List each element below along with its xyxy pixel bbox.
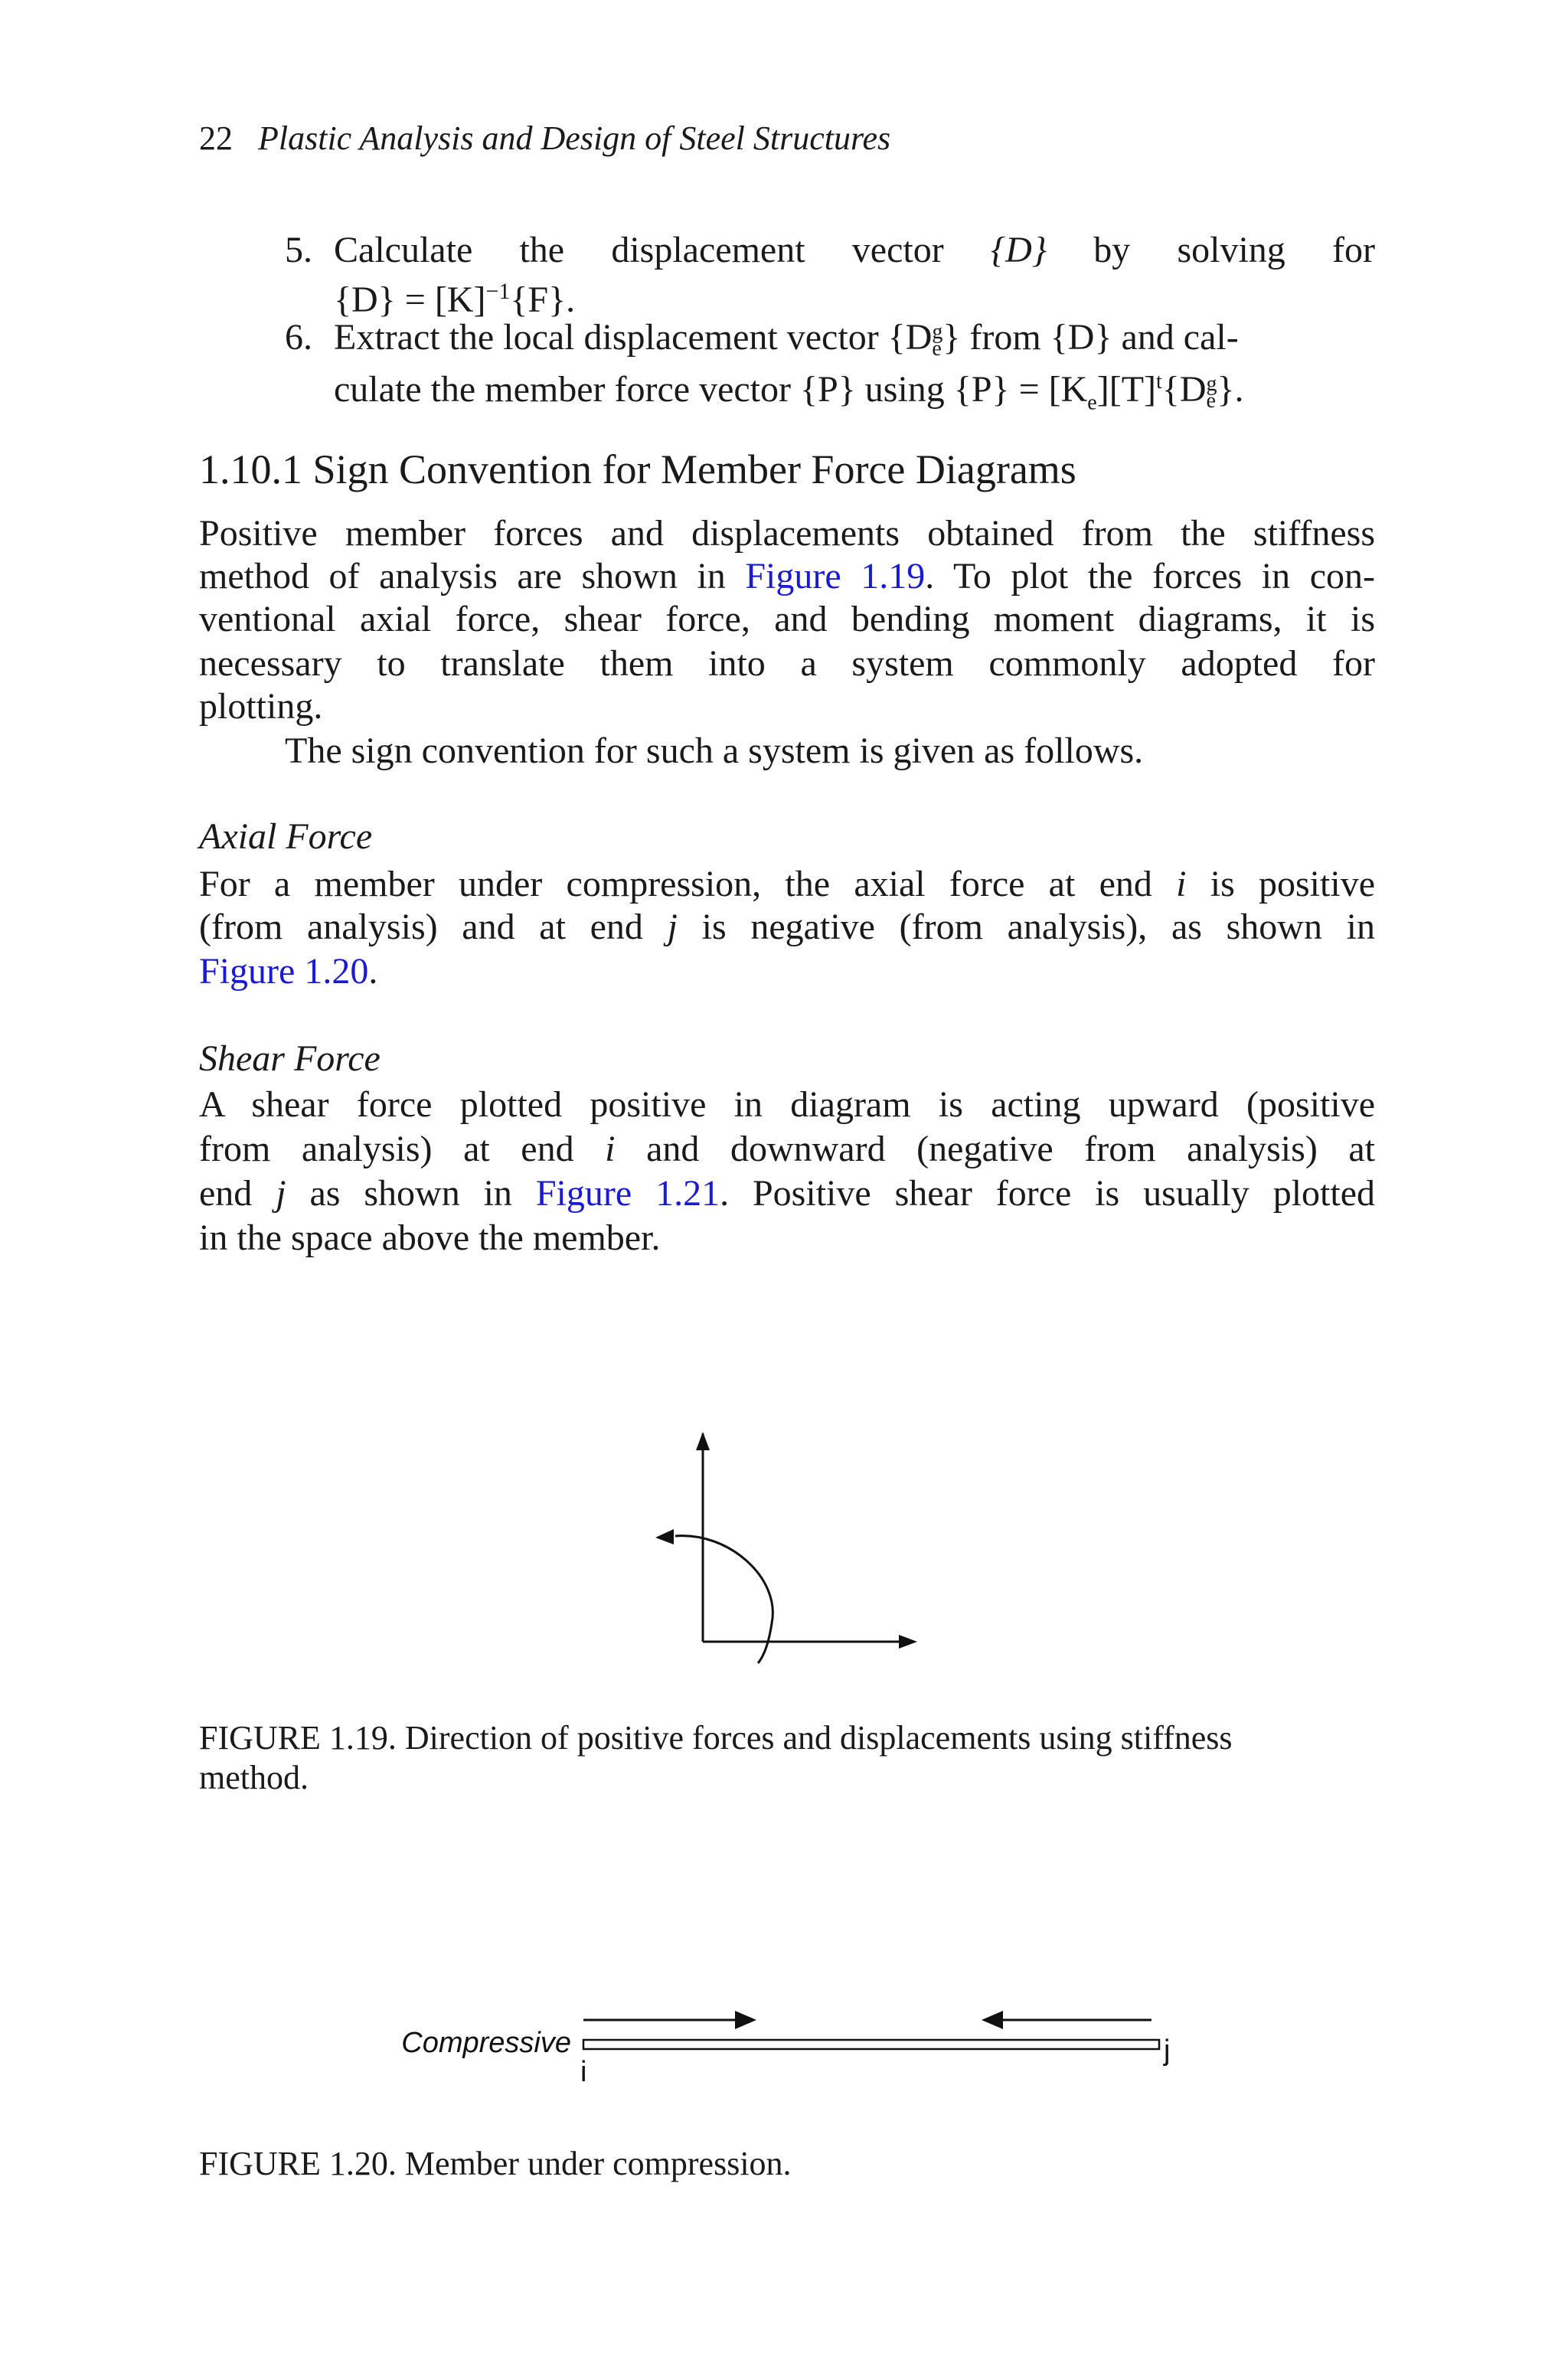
text: end <box>199 1173 276 1214</box>
axial-subhead: Axial Force <box>199 816 373 857</box>
text: and downward (negative from analysis) at <box>615 1129 1376 1169</box>
symbol-i: i <box>605 1129 616 1169</box>
symbol-j: j <box>667 907 678 947</box>
superscript: −1 <box>485 279 511 304</box>
step-6-line-2 <box>334 360 1244 426</box>
para1-line4: necessary to translate them into a system commonly adopted for <box>199 643 1375 684</box>
superscript: g <box>1206 371 1217 396</box>
figure-1-19-link[interactable]: Figure 1.19 <box>745 556 926 596</box>
arrowhead-right <box>735 2011 756 2029</box>
shear-line4: in the space above the member. <box>199 1217 661 1258</box>
text: is negative (from analysis), as shown in <box>677 907 1375 947</box>
shear-subhead: Shear Force <box>199 1038 381 1079</box>
symbol-j: j <box>276 1173 286 1214</box>
para1-line2 <box>199 554 1375 599</box>
arrowhead-moment <box>655 1529 674 1544</box>
text: ][T] <box>1096 369 1156 410</box>
figure-1-20-caption: FIGURE 1.20. Member under compression. <box>199 2145 792 2182</box>
text: as shown in <box>286 1173 536 1214</box>
text: . To plot the forces in con- <box>925 556 1376 596</box>
para1-line1: Positive member forces and displacements obtained from the stiffness <box>199 513 1375 554</box>
arrowhead-up <box>696 1432 710 1450</box>
equation-end: {F}. <box>510 279 576 320</box>
superscript: g <box>932 319 943 344</box>
arrowhead-right <box>899 1635 917 1649</box>
text: (from analysis) and at end <box>199 907 668 947</box>
text: . Positive shear force is usually plotted <box>720 1173 1376 1214</box>
shear-line1: A shear force plotted positive in diagram is acting upward (positive <box>199 1084 1375 1125</box>
para1-line3: ventional axial force, shear force, and bending moment diagrams, it is <box>199 599 1375 639</box>
text: from analysis) at end <box>199 1129 606 1169</box>
page-number: 22 <box>199 119 233 157</box>
step-6-line-1 <box>334 315 1239 360</box>
text: } from {D} and cal- <box>942 317 1239 358</box>
text: culate the member force vector {P} using {P} = [K <box>334 369 1088 410</box>
figure-1-19-caption-line1: FIGURE 1.19. Direction of positive forces and displacements using stiffness <box>199 1719 1233 1757</box>
end-j-label: j <box>1164 2035 1171 2067</box>
step-5-number: 5. <box>285 230 312 270</box>
axial-line1 <box>199 862 1375 907</box>
word: by <box>1093 230 1131 270</box>
word: {D} <box>990 230 1047 270</box>
compression-member <box>583 2040 1159 2049</box>
word: solving <box>1177 230 1285 270</box>
arrowhead-left <box>982 2011 1003 2029</box>
end-i-label: i <box>580 2056 587 2088</box>
book-title: Plastic Analysis and Design of Steel Structures <box>258 119 891 157</box>
axial-line2 <box>199 905 1375 949</box>
running-head <box>199 116 890 161</box>
text: method of analysis are shown in <box>199 556 746 596</box>
word: the <box>519 230 565 270</box>
para1-line5: plotting. <box>199 686 323 727</box>
text: }. <box>1217 369 1244 410</box>
subscript: e <box>1206 388 1216 413</box>
equation: {D} = [K] <box>334 279 486 320</box>
section-heading: 1.10.1 Sign Convention for Member Force Diagrams <box>199 446 1076 492</box>
subscript: e <box>1087 391 1097 415</box>
subscript: e <box>932 336 942 361</box>
word: Calculate <box>334 230 473 270</box>
step-6-number: 6. <box>285 317 312 358</box>
word: vector <box>851 230 944 270</box>
step-5-line-1 <box>334 228 1375 273</box>
superscript: t <box>1156 370 1162 394</box>
word: for <box>1332 230 1375 270</box>
moment-arc <box>675 1536 773 1663</box>
figure-1-19-diagram <box>628 1424 949 1685</box>
text: Extract the local displacement vector {D <box>334 317 933 358</box>
step-5-line-2 <box>334 270 575 322</box>
word: displacement <box>611 230 805 270</box>
figure-1-20-link[interactable]: Figure 1.20 <box>199 951 369 992</box>
compressive-label: Compressive <box>401 2027 571 2059</box>
text: is positive <box>1186 864 1375 904</box>
axial-line3 <box>199 949 377 994</box>
text: . <box>368 951 378 992</box>
figure-1-21-link[interactable]: Figure 1.21 <box>535 1173 720 1214</box>
shear-line2 <box>199 1127 1375 1172</box>
figure-1-20-diagram <box>383 1991 1240 2098</box>
figure-1-19-caption-line2: method. <box>199 1759 309 1796</box>
symbol-i: i <box>1176 864 1187 904</box>
text: For a member under compression, the axial force at end <box>199 864 1177 904</box>
shear-line3 <box>199 1172 1375 1216</box>
text: {D <box>1161 369 1207 410</box>
para2: The sign convention for such a system is given as follows. <box>285 730 1144 771</box>
